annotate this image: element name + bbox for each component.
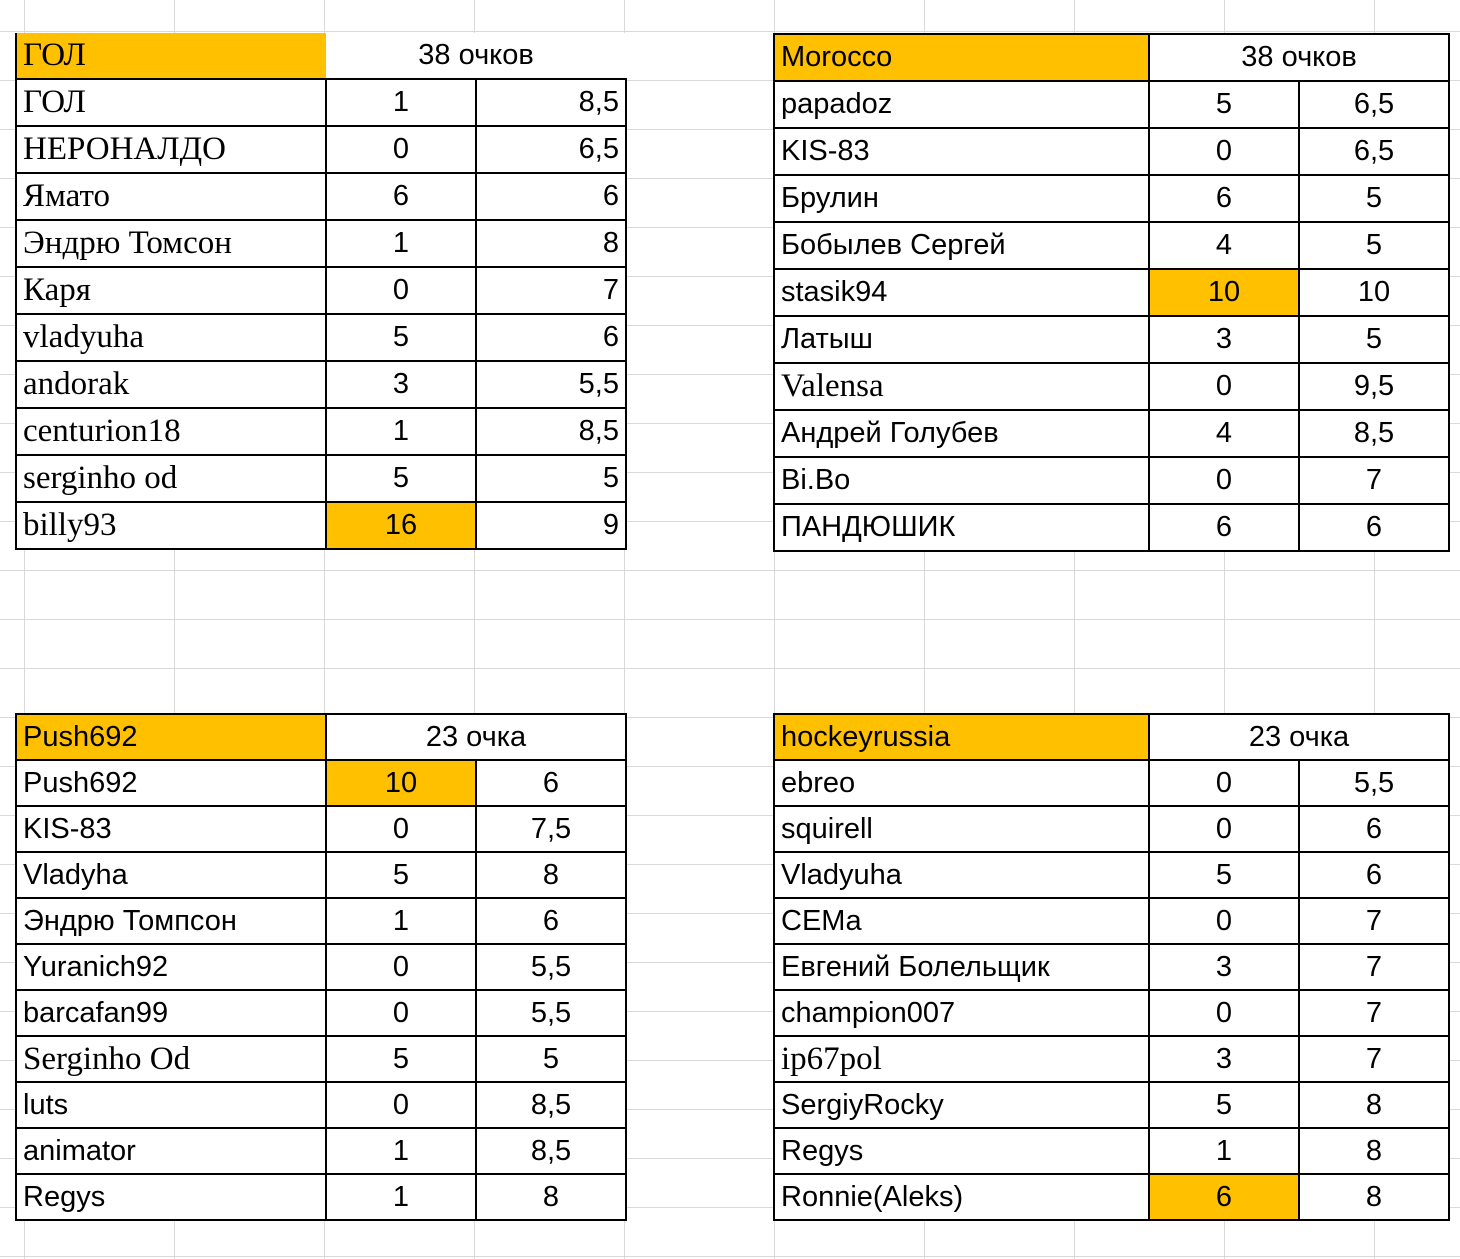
score-b-cell[interactable]: 9,5 xyxy=(1299,363,1449,410)
table-row xyxy=(774,760,1449,806)
table-row xyxy=(774,222,1449,269)
table-row xyxy=(774,806,1449,852)
player-name-cell[interactable]: Yuranich92 xyxy=(16,944,326,990)
score-a-cell[interactable]: 0 xyxy=(1149,128,1299,175)
score-a-cell[interactable]: 1 xyxy=(326,220,476,267)
score-b-cell[interactable]: 5 xyxy=(1299,222,1449,269)
player-name-cell[interactable]: billy93 xyxy=(16,502,326,549)
player-name-cell[interactable]: champion007 xyxy=(774,990,1149,1036)
player-name-cell[interactable]: Андрей Голубев xyxy=(774,410,1149,457)
score-a-cell[interactable]: 5 xyxy=(1149,852,1299,898)
score-b-cell[interactable]: 5,5 xyxy=(476,944,626,990)
score-b-cell[interactable]: 8 xyxy=(1299,1082,1449,1128)
score-a-cell[interactable]: 0 xyxy=(1149,898,1299,944)
table-row xyxy=(774,944,1449,990)
table-row xyxy=(774,269,1449,316)
score-b-cell[interactable]: 7 xyxy=(1299,457,1449,504)
player-name-cell[interactable]: Евгений Болельщик xyxy=(774,944,1149,990)
table-row xyxy=(16,455,626,502)
player-name-cell[interactable]: barcafan99 xyxy=(16,990,326,1036)
table-row xyxy=(16,990,626,1036)
score-b-cell[interactable]: 7 xyxy=(1299,990,1449,1036)
player-name-cell[interactable]: НЕРОНАЛДО xyxy=(16,126,326,173)
player-name-cell[interactable]: Ronnie(Aleks) xyxy=(774,1174,1149,1220)
player-name-cell[interactable]: Каря xyxy=(16,267,326,314)
score-b-cell[interactable]: 9 xyxy=(476,502,626,549)
player-name-cell[interactable]: ПАНДЮШИК xyxy=(774,504,1149,551)
score-b-cell[interactable]: 5 xyxy=(476,1036,626,1082)
table-row xyxy=(774,898,1449,944)
score-a-cell[interactable]: 3 xyxy=(1149,944,1299,990)
table-row xyxy=(16,173,626,220)
table-row xyxy=(774,128,1449,175)
score-a-cell[interactable]: 4 xyxy=(1149,222,1299,269)
table-row xyxy=(16,408,626,455)
player-name-cell[interactable]: luts xyxy=(16,1082,326,1128)
score-a-cell[interactable]: 6 xyxy=(1149,504,1299,551)
table-row xyxy=(16,314,626,361)
player-name-cell[interactable]: andorak xyxy=(16,361,326,408)
player-name-cell[interactable]: Regys xyxy=(16,1174,326,1220)
player-name-cell[interactable]: Латыш xyxy=(774,316,1149,363)
table-row xyxy=(774,990,1449,1036)
table-header-row xyxy=(16,714,626,760)
player-name-cell[interactable]: Брулин xyxy=(774,175,1149,222)
score-b-cell[interactable]: 6,5 xyxy=(476,126,626,173)
table-row xyxy=(16,220,626,267)
table-row xyxy=(774,1174,1449,1220)
player-name-cell[interactable]: vladyuha xyxy=(16,314,326,361)
score-b-cell[interactable]: 5,5 xyxy=(1299,760,1449,806)
table-row xyxy=(774,410,1449,457)
score-a-cell[interactable]: 0 xyxy=(1149,363,1299,410)
player-name-cell[interactable]: Эндрю Томпсон xyxy=(16,898,326,944)
table-header-row xyxy=(774,34,1449,81)
score-a-cell[interactable]: 0 xyxy=(1149,457,1299,504)
table-row xyxy=(774,1128,1449,1174)
score-a-cell[interactable]: 0 xyxy=(326,1082,476,1128)
score-b-cell[interactable]: 6 xyxy=(476,898,626,944)
table-row xyxy=(16,944,626,990)
player-name-cell[interactable]: KIS-83 xyxy=(16,806,326,852)
team-table-push692 xyxy=(15,713,627,1221)
score-b-cell[interactable]: 8 xyxy=(1299,1174,1449,1220)
score-b-cell[interactable]: 6,5 xyxy=(1299,128,1449,175)
player-name-cell[interactable]: Vladyuha xyxy=(774,852,1149,898)
score-b-cell[interactable]: 8 xyxy=(476,852,626,898)
score-a-cell[interactable]: 4 xyxy=(1149,410,1299,457)
team-name-cell[interactable]: hockeyrussia xyxy=(774,714,1149,760)
player-name-cell[interactable]: serginho od xyxy=(16,455,326,502)
player-name-cell[interactable]: Эндрю Томсон xyxy=(16,220,326,267)
team-name-cell[interactable]: ГОЛ xyxy=(16,33,326,79)
player-name-cell[interactable]: Bi.Bo xyxy=(774,457,1149,504)
score-b-cell[interactable]: 6 xyxy=(1299,852,1449,898)
score-a-cell-highlighted[interactable]: 16 xyxy=(326,502,476,549)
score-a-cell[interactable]: 0 xyxy=(326,126,476,173)
player-name-cell[interactable]: ip67pol xyxy=(774,1036,1149,1082)
table-header-row xyxy=(774,714,1449,760)
score-a-cell[interactable]: 1 xyxy=(326,1174,476,1220)
player-name-cell[interactable]: ebreo xyxy=(774,760,1149,806)
team-points-cell[interactable]: 38 очков xyxy=(326,33,626,79)
score-b-cell[interactable]: 5,5 xyxy=(476,990,626,1036)
score-b-cell[interactable]: 7 xyxy=(1299,1036,1449,1082)
score-a-cell[interactable]: 5 xyxy=(326,1036,476,1082)
player-name-cell[interactable]: SergiyRocky xyxy=(774,1082,1149,1128)
score-a-cell[interactable]: 5 xyxy=(1149,81,1299,128)
table-row xyxy=(16,760,626,806)
score-b-cell[interactable]: 5,5 xyxy=(476,361,626,408)
team-name-cell[interactable]: Morocco xyxy=(774,34,1149,81)
score-b-cell[interactable]: 8,5 xyxy=(476,1128,626,1174)
score-b-cell[interactable]: 6 xyxy=(1299,806,1449,852)
player-name-cell[interactable]: ГОЛ xyxy=(16,79,326,126)
table-row xyxy=(16,267,626,314)
table-row xyxy=(774,504,1449,551)
team-table-morocco xyxy=(773,33,1450,552)
score-a-cell[interactable]: 0 xyxy=(326,806,476,852)
score-a-cell[interactable]: 0 xyxy=(1149,806,1299,852)
player-name-cell[interactable]: centurion18 xyxy=(16,408,326,455)
table-row xyxy=(774,316,1449,363)
table-row xyxy=(16,79,626,126)
score-a-cell[interactable]: 5 xyxy=(1149,1082,1299,1128)
player-name-cell[interactable]: Vladyha xyxy=(16,852,326,898)
score-b-cell[interactable]: 6 xyxy=(476,173,626,220)
score-a-cell[interactable]: 1 xyxy=(326,898,476,944)
table-row xyxy=(16,1082,626,1128)
table-row xyxy=(16,502,626,549)
table-row xyxy=(16,361,626,408)
team-table-gol xyxy=(15,33,627,550)
table-row xyxy=(774,457,1449,504)
table-row xyxy=(774,81,1449,128)
score-a-cell[interactable]: 3 xyxy=(1149,1036,1299,1082)
player-name-cell[interactable]: papadoz xyxy=(774,81,1149,128)
table-row xyxy=(774,1082,1449,1128)
score-b-cell[interactable]: 5 xyxy=(1299,175,1449,222)
score-b-cell[interactable]: 8 xyxy=(1299,1128,1449,1174)
score-b-cell[interactable]: 7,5 xyxy=(476,806,626,852)
score-a-cell[interactable]: 3 xyxy=(326,361,476,408)
player-name-cell[interactable]: Ямато xyxy=(16,173,326,220)
score-a-cell[interactable]: 6 xyxy=(326,173,476,220)
score-a-cell[interactable]: 0 xyxy=(326,990,476,1036)
player-name-cell[interactable]: animator xyxy=(16,1128,326,1174)
score-a-cell[interactable]: 1 xyxy=(1149,1128,1299,1174)
score-b-cell[interactable]: 5 xyxy=(476,455,626,502)
table-row xyxy=(16,1174,626,1220)
score-b-cell[interactable]: 8,5 xyxy=(476,1082,626,1128)
score-b-cell[interactable]: 8 xyxy=(476,220,626,267)
table-row xyxy=(16,852,626,898)
player-name-cell[interactable]: stasik94 xyxy=(774,269,1149,316)
score-a-cell[interactable]: 6 xyxy=(1149,175,1299,222)
score-a-cell[interactable]: 0 xyxy=(326,267,476,314)
score-b-cell[interactable]: 10 xyxy=(1299,269,1449,316)
score-b-cell[interactable]: 8,5 xyxy=(476,79,626,126)
score-a-cell[interactable]: 1 xyxy=(326,408,476,455)
score-a-cell[interactable]: 1 xyxy=(326,79,476,126)
player-name-cell[interactable]: Бобылев Сергей xyxy=(774,222,1149,269)
table-row xyxy=(16,898,626,944)
score-b-cell[interactable]: 8,5 xyxy=(1299,410,1449,457)
team-table-hockeyrussia xyxy=(773,713,1450,1221)
score-b-cell[interactable]: 5 xyxy=(1299,316,1449,363)
player-name-cell[interactable]: CEMa xyxy=(774,898,1149,944)
table-row xyxy=(774,363,1449,410)
score-a-cell[interactable]: 5 xyxy=(326,455,476,502)
score-a-cell[interactable]: 0 xyxy=(326,944,476,990)
table-row xyxy=(774,1036,1449,1082)
score-b-cell[interactable]: 8,5 xyxy=(476,408,626,455)
player-name-cell[interactable]: Push692 xyxy=(16,760,326,806)
score-b-cell[interactable]: 6 xyxy=(1299,504,1449,551)
team-name-cell[interactable]: Push692 xyxy=(16,714,326,760)
table-row xyxy=(774,852,1449,898)
table-header-row xyxy=(16,33,626,79)
score-b-cell[interactable]: 7 xyxy=(1299,944,1449,990)
table-row xyxy=(16,126,626,173)
score-a-cell[interactable]: 0 xyxy=(1149,760,1299,806)
score-a-cell[interactable]: 1 xyxy=(326,1128,476,1174)
score-b-cell[interactable]: 6 xyxy=(476,760,626,806)
score-a-cell[interactable]: 5 xyxy=(326,852,476,898)
table-row xyxy=(774,175,1449,222)
team-points-cell[interactable]: 23 очка xyxy=(1149,714,1449,760)
player-name-cell[interactable]: KIS-83 xyxy=(774,128,1149,175)
player-name-cell[interactable]: Valensa xyxy=(774,363,1149,410)
score-b-cell[interactable]: 6 xyxy=(476,314,626,361)
table-row xyxy=(16,1128,626,1174)
score-a-cell-highlighted[interactable]: 10 xyxy=(1149,269,1299,316)
player-name-cell[interactable]: squirell xyxy=(774,806,1149,852)
player-name-cell[interactable]: Regys xyxy=(774,1128,1149,1174)
player-name-cell[interactable]: Serginho Od xyxy=(16,1036,326,1082)
score-b-cell[interactable]: 6,5 xyxy=(1299,81,1449,128)
team-points-cell[interactable]: 23 очка xyxy=(326,714,626,760)
table-row xyxy=(16,1036,626,1082)
table-row xyxy=(16,806,626,852)
score-a-cell[interactable]: 5 xyxy=(326,314,476,361)
score-b-cell[interactable]: 8 xyxy=(476,1174,626,1220)
score-a-cell-highlighted[interactable]: 10 xyxy=(326,760,476,806)
score-a-cell-highlighted[interactable]: 6 xyxy=(1149,1174,1299,1220)
score-a-cell[interactable]: 3 xyxy=(1149,316,1299,363)
score-b-cell[interactable]: 7 xyxy=(476,267,626,314)
score-b-cell[interactable]: 7 xyxy=(1299,898,1449,944)
team-points-cell[interactable]: 38 очков xyxy=(1149,34,1449,81)
score-a-cell[interactable]: 0 xyxy=(1149,990,1299,1036)
